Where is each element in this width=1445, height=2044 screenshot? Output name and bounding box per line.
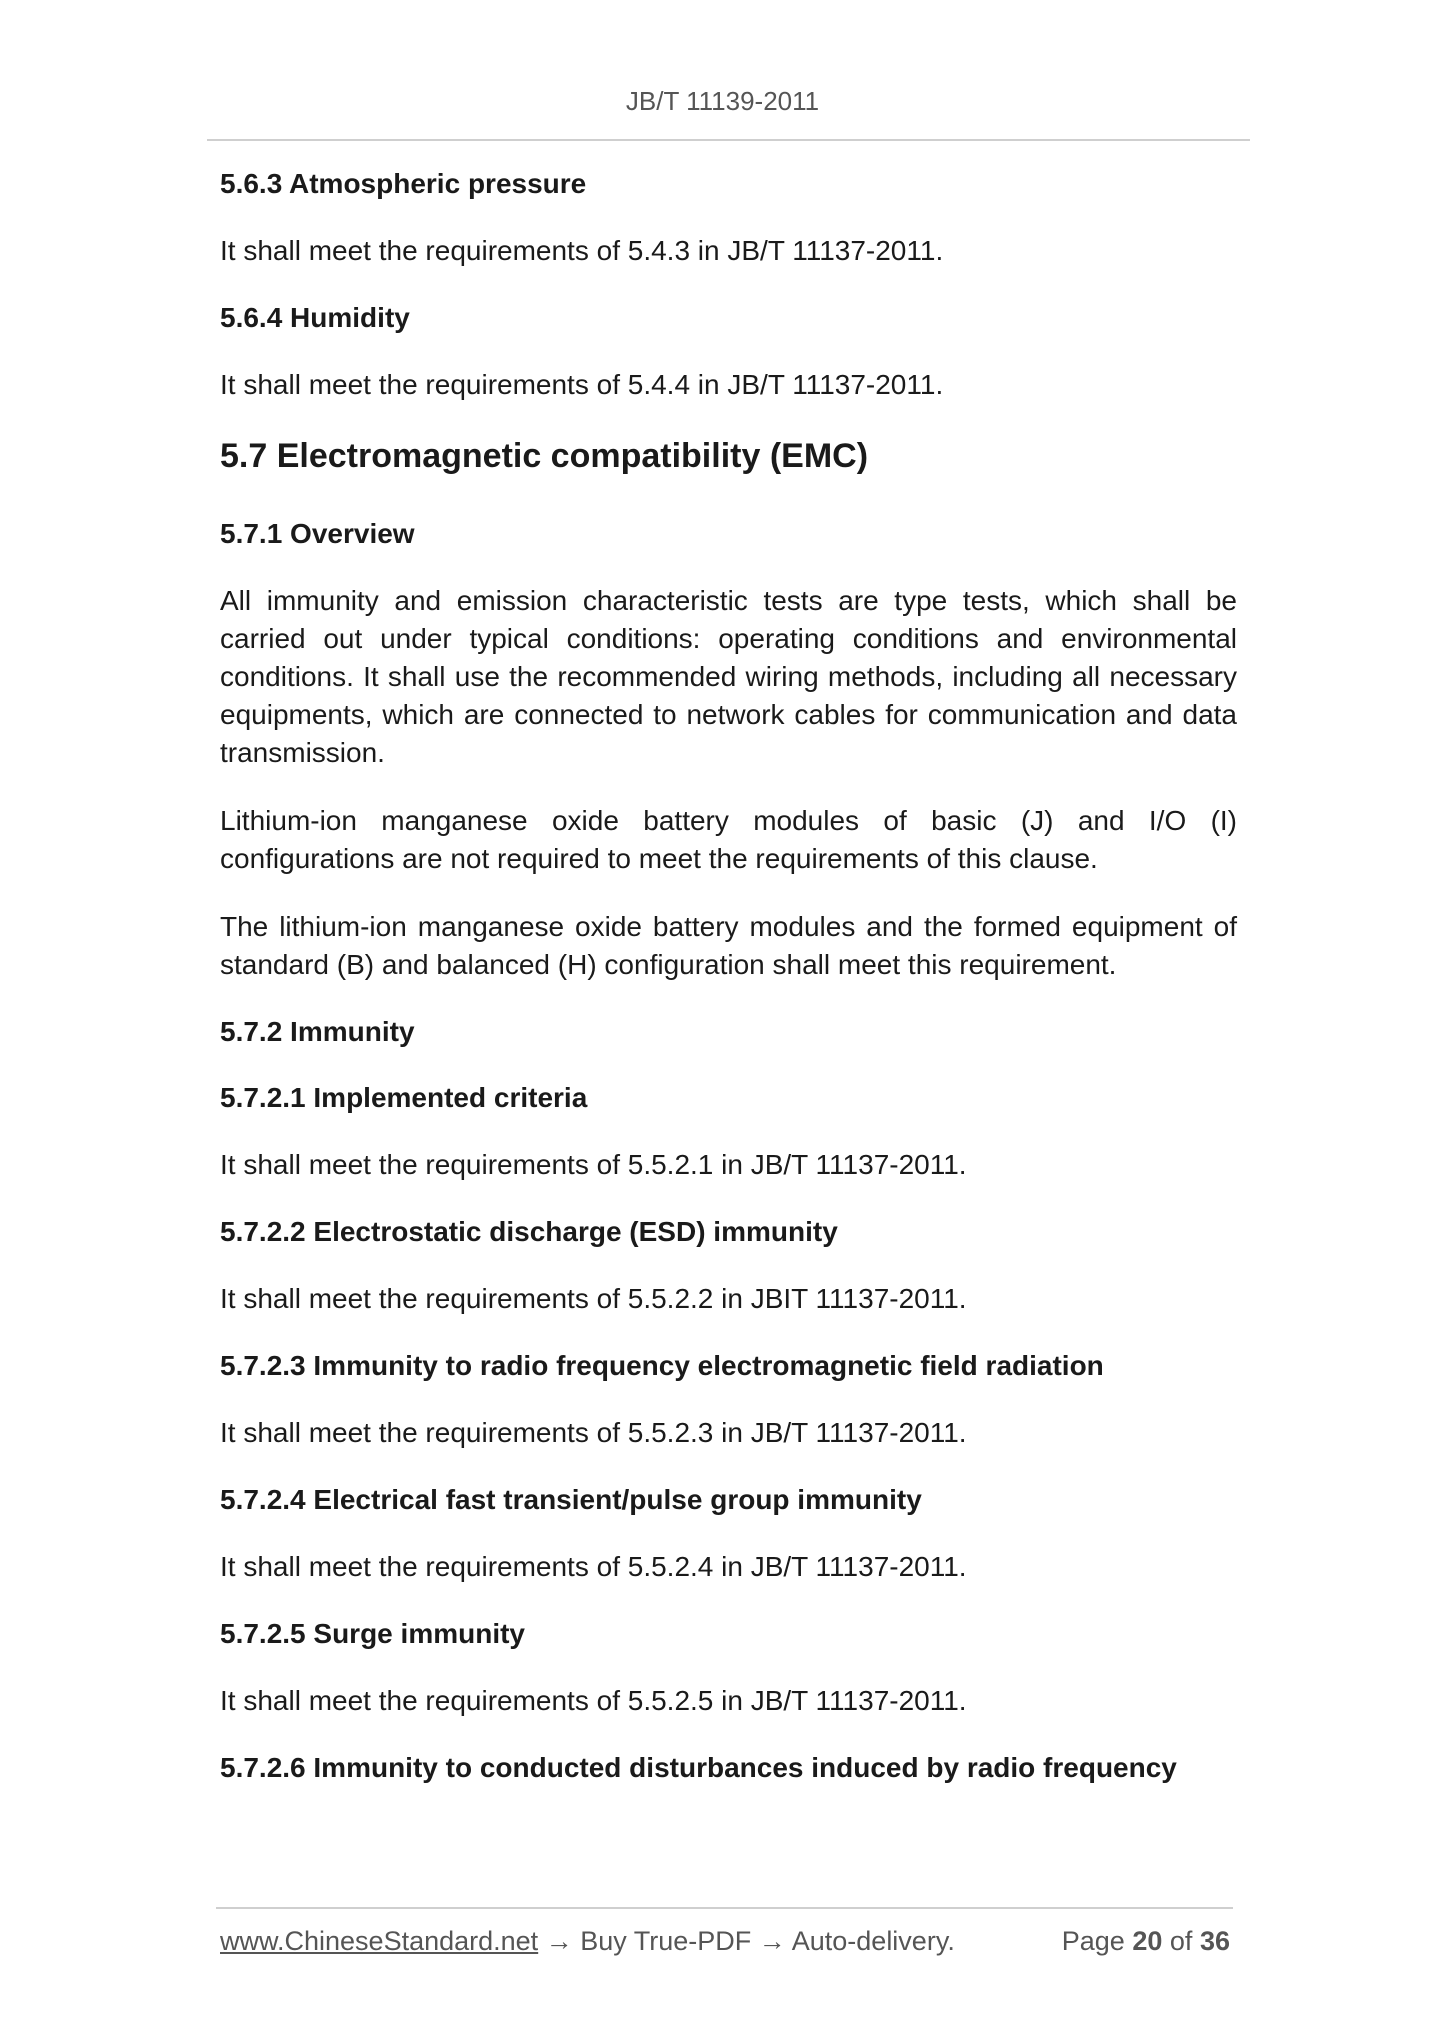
section-5-7-1-title: 5.7.1 Overview xyxy=(220,518,415,549)
section-5-7-2-3-text: It shall meet the requirements of 5.5.2.3 in JB/T 11137-2011. xyxy=(220,1417,967,1448)
page-number: 20 xyxy=(1132,1926,1163,1956)
section-5-7-1-paragraph-1: All immunity and emission characteristic tests are type tests, which shall be carried out under typical conditions: operating conditions and environmental conditions. It shall use the recommended wiring methods, including all necessary equipments, which are connected to network cables for communication and data transmission. xyxy=(220,585,1237,768)
website-link[interactable]: www.ChineseStandard.net xyxy=(220,1926,539,1956)
footer-tagline: → Buy True-PDF → Auto-delivery. xyxy=(538,1926,955,1956)
footer-divider xyxy=(216,1907,1233,1909)
section-5-7-2-3-title: 5.7.2.3 Immunity to radio frequency electromagnetic field radiation xyxy=(220,1350,1104,1381)
page-footer xyxy=(220,1926,1230,1957)
section-5-7-2-4-text: It shall meet the requirements of 5.5.2.4 in JB/T 11137-2011. xyxy=(220,1551,967,1582)
header-divider xyxy=(207,139,1250,141)
section-5-7-1-paragraph-3: The lithium-ion manganese oxide battery modules and the formed equipment of standard (B) and balanced (H) configuration shall meet this requirement. xyxy=(220,911,1237,980)
total-pages: 36 xyxy=(1199,1926,1230,1956)
section-5-7-2-6-title: 5.7.2.6 Immunity to conducted disturbances induced by radio frequency xyxy=(220,1752,1177,1783)
section-5-7-2-5-title: 5.7.2.5 Surge immunity xyxy=(220,1618,525,1649)
page-content xyxy=(220,166,1237,1816)
page-indicator xyxy=(1062,1926,1230,1957)
section-5-6-3-title: 5.6.3 Atmospheric pressure xyxy=(220,168,587,199)
section-5-7-2-title: 5.7.2 Immunity xyxy=(220,1016,415,1047)
section-5-6-4-text: It shall meet the requirements of 5.4.4 in JB/T 11137-2011. xyxy=(220,369,944,400)
section-5-7-2-4-title: 5.7.2.4 Electrical fast transient/pulse group immunity xyxy=(220,1484,922,1515)
section-5-7-title: 5.7 Electromagnetic compatibility (EMC) xyxy=(220,437,869,475)
footer-left xyxy=(220,1926,955,1957)
page-label: Page xyxy=(1061,1926,1125,1956)
section-5-7-1-paragraph-2: Lithium-ion manganese oxide battery modules of basic (J) and I/O (I) configurations are not required to meet the requirements of this clause. xyxy=(220,805,1237,874)
section-5-6-4-title: 5.6.4 Humidity xyxy=(220,302,410,333)
section-5-7-2-1-title: 5.7.2.1 Implemented criteria xyxy=(220,1082,588,1113)
section-5-7-2-5-text: It shall meet the requirements of 5.5.2.5 in JB/T 11137-2011. xyxy=(220,1685,967,1716)
of-label: of xyxy=(1169,1926,1193,1956)
document-header: JB/T 11139-2011 xyxy=(625,86,820,116)
section-5-7-2-1-text: It shall meet the requirements of 5.5.2.1 in JB/T 11137-2011. xyxy=(220,1149,967,1180)
section-5-7-2-2-title: 5.7.2.2 Electrostatic discharge (ESD) immunity xyxy=(220,1216,838,1247)
section-5-7-2-2-text: It shall meet the requirements of 5.5.2.2 in JBIT 11137-2011. xyxy=(220,1283,967,1314)
section-5-6-3-text: It shall meet the requirements of 5.4.3 in JB/T 11137-2011. xyxy=(220,235,944,266)
